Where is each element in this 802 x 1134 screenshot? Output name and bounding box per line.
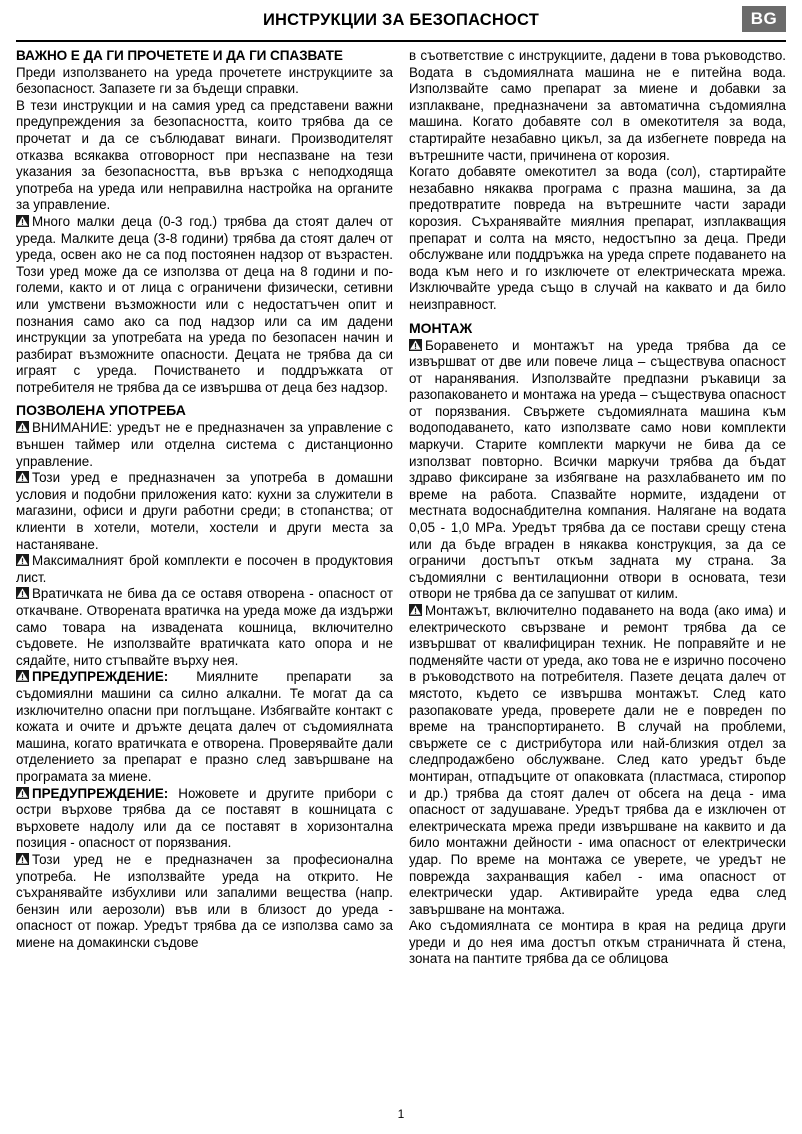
language-badge: BG bbox=[742, 6, 786, 32]
two-column-body bbox=[16, 48, 786, 968]
left-paragraph-5-domestic bbox=[16, 470, 393, 553]
left-paragraph-6-max-sets bbox=[16, 553, 393, 586]
left-paragraph-4-text: ВНИМАНИЕ: уредът не е предназначен за управление с външен таймер или отделна система с дистанционно управление. bbox=[16, 420, 393, 469]
warning-triangle-icon bbox=[409, 339, 422, 351]
left-paragraph-7-text: Вратичката не бива да се оставя отворена - опасност от откачване. Отворената вратичка на уреда може да издържи само товара на извадената кошница, включително съдовете. Не използвайте вратичката като опора и не сядайте, нито стъпвайте върху нея. bbox=[16, 586, 393, 668]
left-paragraph-5-text: Този уред е предназначен за употреба в домашни условия и подобни приложения като: кухни за служители в магазини, офиси и други работни среди; в стопанства; от клиенти в хотели, мотели, хостели и други места за настаняване. bbox=[16, 470, 393, 552]
right-paragraph-4-text: Монтажът, включително подаването на вода (ако има) и електрическото свързване и ремонт трябва да се извършват от квалифициран техник. Не поправяйте и не подменяйте части от уреда, ако това не е изрично посочено в ръководството на потребителя. Пазете децата далеч от мястото, където се извършва монтажът. След като разопаковате уреда, проверете дали не е повреден по време на транспортирането. В случай на проблеми, свържете се с дистрибутора или най-близкия отдел за следпродажбено обслужване. След като уредът бъде монтиран, отпадъците от опаковката (пластмаса, стиропор и др.) трябва да стоят далеч от обсега на деца - има опасност от задушаване. Уредът трябва да е изключен от електрическата мрежа преди извършване на каквито и да било монтажни дейности - има опасност от електрически удар. По време на монтажа се уверете, че уредът не повреждa захранващия кабел - има опасност от електрически удар. Активирайте уреда едва след завършване на монтажа. bbox=[409, 603, 786, 917]
warning-triangle-icon bbox=[16, 421, 29, 433]
page-header bbox=[16, 0, 786, 40]
right-paragraph-2: Когато добавяте омекотител за вода (сол), стартирайте незабавно някаква програма с празна машина, за да предотвратите повреда на вътрешните части заради корозия. Съхранявайте миялния препарат, изплакващия препарат и солта на място, недостъпно за деца. Преди обслужване или поддръжка на уреда спрете подаването на вода към него и го изключете от електрическата мрежа. Изключвайте уреда също в случай на каквато и да било неизправност. bbox=[409, 164, 786, 312]
left-heading-allowed-use: ПОЗВОЛЕНА УПОТРЕБА bbox=[16, 402, 186, 419]
left-heading-important: ВАЖНО Е ДА ГИ ПРОЧЕТЕТЕ И ДА ГИ СПАЗВАТЕ bbox=[16, 48, 343, 63]
left-paragraph-6-text: Максималният брой комплекти е посочен в продуктовия лист. bbox=[16, 553, 393, 585]
page-title: ИНСТРУКЦИИ ЗА БЕЗОПАСНОСТ bbox=[262, 11, 540, 29]
left-paragraph-2: В тези инструкции и на самия уред са представени важни предупреждения за безопасността, които трябва да се прочетат и да се съблюдават винаги. Производителят отказва всякаква отговорност при неспазване на тези указания за безопасността, във връзка с неподходяща употреба на уреда или неправилна настройка на органите за управление. bbox=[16, 97, 393, 213]
left-paragraph-4-attention bbox=[16, 420, 393, 470]
right-paragraph-3-handling bbox=[409, 338, 786, 604]
right-paragraph-4-installation bbox=[409, 603, 786, 918]
right-paragraph-3-text: Боравенето и монтажът на уреда трябва да се извършват от две или повече лица – съществува опасност от наранявания. Използвайте предпазни ръкавици за разопаковането и монтажа на уреда – съществува опасност от порязвания. Свържете съдомиялната машина към водоподаването, като използвате само нови комплекти маркучи. Старите комплекти маркучи не бива да се използват повторно. Всички маркучи трябва да бъдат здраво фиксиране за избягване на разхлабването им по време на работа. Спазвайте нормите, издадени от местната водоснабдителна компания. Налягане на водата 0,05 - 1,0 MPa. Уредът трябва да се постави срещу стена или да бъде вграден в някаква конструкция, за да се ограничи достъпът откъм задната му страна. За съдомиялни с вентилационни отвори в основата, тези отвори не трябва да се запушват от килим. bbox=[409, 337, 786, 602]
left-warning-label-1: ПРЕДУПРЕЖДЕНИЕ: bbox=[32, 669, 169, 685]
right-column bbox=[409, 48, 786, 968]
warning-triangle-icon bbox=[16, 554, 29, 566]
left-paragraph-8-warning-detergent bbox=[16, 669, 393, 785]
left-paragraph-9-text: Ножовете и другите прибори с остри върхове трябва да се поставят в кошницата с върховете надолу или да се поставят в хоризонтална позиция - опасност от порязвания. bbox=[16, 785, 393, 851]
left-paragraph-7-door bbox=[16, 586, 393, 669]
warning-triangle-icon bbox=[16, 471, 29, 483]
page-number: 1 bbox=[397, 1107, 405, 1121]
left-paragraph-3-children bbox=[16, 214, 393, 397]
left-paragraph-3-text: Много малки деца (0-3 год.) трябва да стоят далеч от уреда. Малките деца (3-8 години) трябва да стоят далеч от уреда, освен ако не са под постоянен надзор от възрастен. Този уред може да се използва от деца на 8 години и по-големи, както и от лица с ограничени физически, сетивни или умствени възможности или с недостатъчен опит и познания само ако са под надзор или са им дадени инструкции за употребата на уреда по безопасен начин и разбират възможните опасности. Децата не трябва да си играят с уреда. Почистването и поддръжката от потребителя не трябва да се извършва от деца без надзор. bbox=[16, 213, 393, 395]
right-paragraph-5-end-of-row: Ако съдомиялната се монтира в края на редица други уреди и до нея има достъп откъм страничната й стена, зоната на пантите трябва да се облицова bbox=[409, 918, 786, 967]
left-paragraph-8-text: Миялните препарати за съдомиялни машини са силно алкални. Те могат да са изключително опасни при поглъщане. Избягвайте контакт с кожата и очите и дръжте децата далеч от съдомиялната машина, когато вратичката е отворена. Проверявайте дали отделението за препарат е празно след завършване на програмата за миене. bbox=[16, 669, 393, 784]
left-paragraph-1: Преди използването на уреда прочетете инструкциите за безопасност. Запазете ги за бъдещи справки. bbox=[16, 64, 393, 97]
warning-triangle-icon bbox=[16, 670, 29, 682]
left-paragraph-9-warning-knives bbox=[16, 786, 393, 852]
right-heading-installation: МОНТАЖ bbox=[409, 319, 473, 336]
warning-triangle-icon bbox=[16, 587, 29, 599]
warning-triangle-icon bbox=[409, 604, 422, 616]
warning-triangle-icon bbox=[16, 215, 29, 227]
warning-triangle-icon bbox=[16, 853, 29, 865]
right-paragraph-1: в съответствие с инструкциите, дадени в това ръководство. Водата в съдомиялната машина не е питейна вода. Използвайте само препарат за миене и добавки за изплакване, предназначени за автоматична съдомиялна машина. Когато добавяте сол в омекотителя за вода, стартирайте незабавно цикъл, за да избегнете повреда на вътрешните части, причинена от корозия. bbox=[409, 48, 786, 163]
warning-triangle-icon bbox=[16, 787, 29, 799]
left-column bbox=[16, 48, 393, 951]
left-paragraph-10-non-professional bbox=[16, 852, 393, 952]
header-divider bbox=[16, 40, 786, 42]
left-paragraph-10-text: Този уред не е предназначен за професионална употреба. Не използвайте уреда на открито. Не съхранявайте избухливи или запалими вещества (напр. бензин или аерозоли) във или в близост до уреда - опасност от пожар. Уредът трябва да се използва само за миене на домакински съдове bbox=[16, 851, 393, 950]
left-warning-label-2: ПРЕДУПРЕЖДЕНИЕ: bbox=[32, 785, 169, 801]
